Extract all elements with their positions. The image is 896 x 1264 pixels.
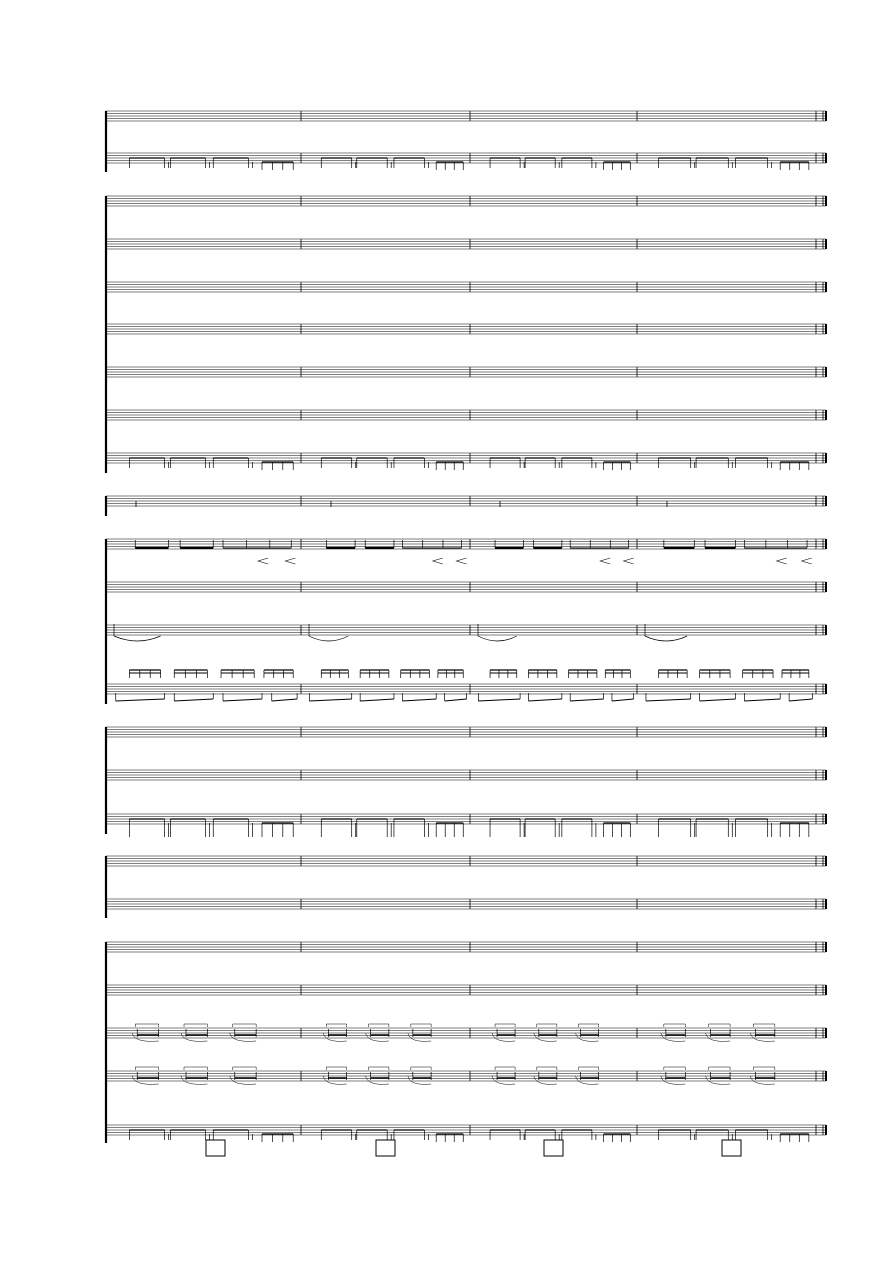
staff-23 — [106, 1067, 826, 1084]
staff-18 — [106, 856, 826, 866]
tuplet-bracket — [579, 1067, 599, 1070]
staff-20 — [106, 942, 826, 952]
tuplet-bracket — [369, 1067, 389, 1070]
staff-14 — [106, 670, 826, 701]
staff-4 — [106, 239, 826, 249]
note-beam — [789, 699, 812, 701]
rehearsal-box-2 — [376, 1140, 395, 1156]
tuplet-bracket — [753, 1067, 774, 1070]
rehearsal-box-1 — [206, 1140, 225, 1156]
rehearsal-box-frame — [206, 1140, 225, 1156]
staff-9 — [106, 453, 826, 470]
tuplet-bracket — [709, 1024, 730, 1027]
staff-6 — [106, 324, 826, 334]
tuplet-bracket — [326, 1024, 346, 1027]
staff-16 — [106, 770, 826, 780]
note-beam — [116, 699, 165, 701]
rehearsal-box-frame — [376, 1140, 395, 1156]
crescendo-hairpin — [777, 558, 787, 564]
rehearsal-box-4 — [722, 1140, 741, 1156]
staff-1 — [106, 111, 826, 121]
note-beam — [570, 699, 603, 701]
rehearsal-box-frame — [544, 1140, 563, 1156]
tuplet-bracket — [184, 1024, 207, 1027]
tuplet-bracket — [753, 1024, 774, 1027]
tuplet-bracket — [537, 1067, 557, 1070]
tuplet-bracket — [664, 1067, 685, 1070]
crescendo-hairpin — [600, 558, 610, 564]
tuplet-bracket — [369, 1024, 389, 1027]
tuplet-bracket — [326, 1067, 346, 1070]
tuplet-bracket — [411, 1067, 431, 1070]
slur — [478, 636, 517, 641]
tuplet-bracket — [135, 1067, 158, 1070]
note-beam — [478, 699, 520, 701]
crescendo-hairpin — [802, 558, 812, 564]
staff-17 — [106, 814, 826, 837]
rehearsal-box-frame — [722, 1140, 741, 1156]
note-beam — [272, 699, 297, 701]
slur — [645, 636, 687, 641]
note-beam — [528, 699, 561, 701]
note-beam — [612, 699, 634, 701]
note-beam — [700, 699, 736, 701]
slur — [309, 636, 348, 641]
crescendo-hairpin — [285, 558, 295, 564]
staff-21 — [106, 985, 826, 995]
tuplet-bracket — [233, 1024, 256, 1027]
note-beam — [646, 699, 691, 701]
crescendo-hairpin — [624, 558, 634, 564]
rehearsal-box-3 — [544, 1140, 563, 1156]
tuplet-bracket — [537, 1024, 557, 1027]
staff-8 — [106, 410, 826, 420]
staff-5 — [106, 282, 826, 292]
crescendo-hairpin — [258, 558, 268, 564]
tuplet-bracket — [411, 1024, 431, 1027]
staff-19 — [106, 899, 826, 909]
crescendo-hairpin — [456, 558, 466, 564]
staff-22 — [106, 1024, 826, 1041]
tuplet-bracket — [233, 1067, 256, 1070]
slur — [114, 636, 161, 641]
staff-7 — [106, 367, 826, 377]
note-beam — [223, 699, 262, 701]
tuplet-bracket — [135, 1024, 158, 1027]
tuplet-bracket — [579, 1024, 599, 1027]
staff-13 — [106, 624, 826, 641]
crescendo-hairpin — [433, 558, 443, 564]
staff-24 — [106, 1125, 826, 1142]
staff-3 — [106, 196, 826, 206]
tuplet-bracket — [709, 1067, 730, 1070]
staff-15 — [106, 727, 826, 737]
tuplet-bracket — [184, 1067, 207, 1070]
note-beam — [309, 699, 351, 701]
note-beam — [445, 699, 467, 701]
staff-10 — [106, 496, 826, 507]
tuplet-bracket — [664, 1024, 685, 1027]
staff-2 — [106, 153, 826, 170]
staff-11 — [106, 539, 826, 564]
tuplet-bracket — [495, 1024, 515, 1027]
note-beam — [360, 699, 394, 701]
tuplet-bracket — [495, 1067, 515, 1070]
staff-12 — [106, 582, 826, 592]
note-beam — [402, 699, 436, 701]
note-beam — [744, 699, 780, 701]
note-beam — [174, 699, 213, 701]
